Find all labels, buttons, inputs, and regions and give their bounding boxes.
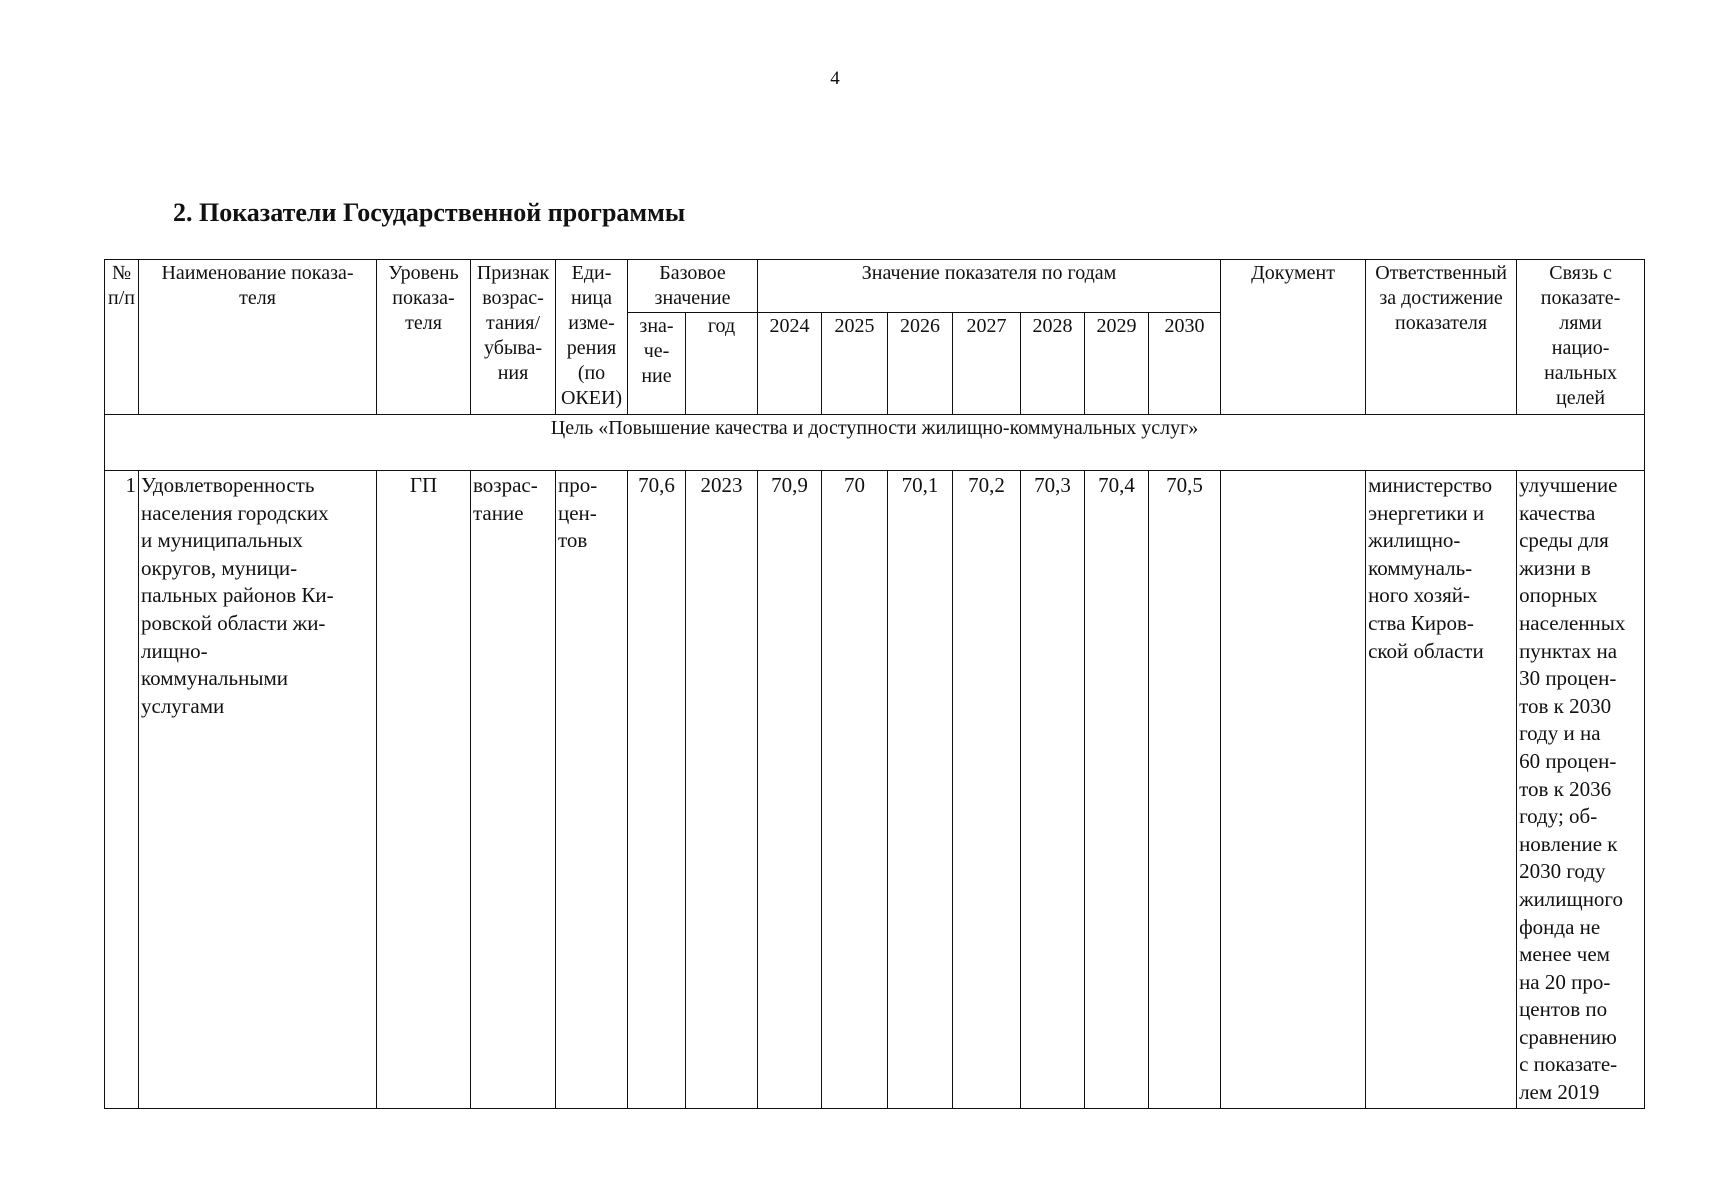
row-base-year: 2023 [686,471,758,1109]
header-document: Документ [1221,260,1366,415]
header-link: Связь с показате- лями нацио- нальных целей [1517,260,1645,415]
header-base-year: год [686,313,758,415]
header-base: Базовое значение [628,260,758,313]
header-name: Наименование показа- теля [139,260,377,415]
table-row [105,471,1645,1109]
header-years-title: Значение показателя по годам [758,260,1221,313]
goal-text: Цель «Повышение качества и доступности жилищно-коммунальных услуг» [105,415,1645,471]
header-level: Уровень показа- теля [377,260,471,415]
header-year: 2027 [953,313,1021,415]
row-name: Удовлетворенность населения городских и муниципальных округов, муници- пальных районов Ки- ровской области жи- лищно- коммунальными услугами [139,471,377,1109]
page-number: 4 [830,68,840,89]
header-year: 2026 [888,313,953,415]
header-year: 2028 [1021,313,1085,415]
row-value-2029: 70,4 [1085,471,1149,1109]
header-year: 2030 [1149,313,1221,415]
row-value-2030: 70,5 [1149,471,1221,1109]
row-sign: возрас- тание [471,471,556,1109]
header-row-top [105,260,1645,313]
row-level: ГП [377,471,471,1109]
row-unit: про- цен- тов [556,471,628,1109]
row-value-2026: 70,1 [888,471,953,1109]
row-value-2028: 70,3 [1021,471,1085,1109]
indicators-table [104,259,1645,1109]
row-document [1221,471,1366,1109]
header-year: 2024 [758,313,822,415]
row-responsible: министерство энергетики и жилищно- коммуналь- ного хозяй- ства Киров- ской области [1366,471,1517,1109]
header-unit: Еди- ница изме- рения (по ОКЕИ) [556,260,628,415]
section-title: 2. Показатели Государственной программы [173,198,686,227]
row-link: улучшение качества среды для жизни в опорных населенных пунктах на 30 процен- тов к 2030 году и на 60 процен- тов к 2036 году; об- новление к 2030 году жилищного фонда не менее чем на 20 про- центов по сравнению с показате- лем 2019 [1517,471,1645,1109]
header-sign: Признак возрас- тания/ убыва- ния [471,260,556,415]
header-year: 2029 [1085,313,1149,415]
row-value-2025: 70 [822,471,888,1109]
header-year: 2025 [822,313,888,415]
row-value-2027: 70,2 [953,471,1021,1109]
row-value-2024: 70,9 [758,471,822,1109]
row-base-value: 70,6 [628,471,686,1109]
header-responsible: Ответственный за достижение показателя [1366,260,1517,415]
header-base-value: зна- че- ние [628,313,686,415]
row-num: 1 [105,471,139,1109]
goal-row [105,415,1645,471]
header-num: № п/п [105,260,139,415]
